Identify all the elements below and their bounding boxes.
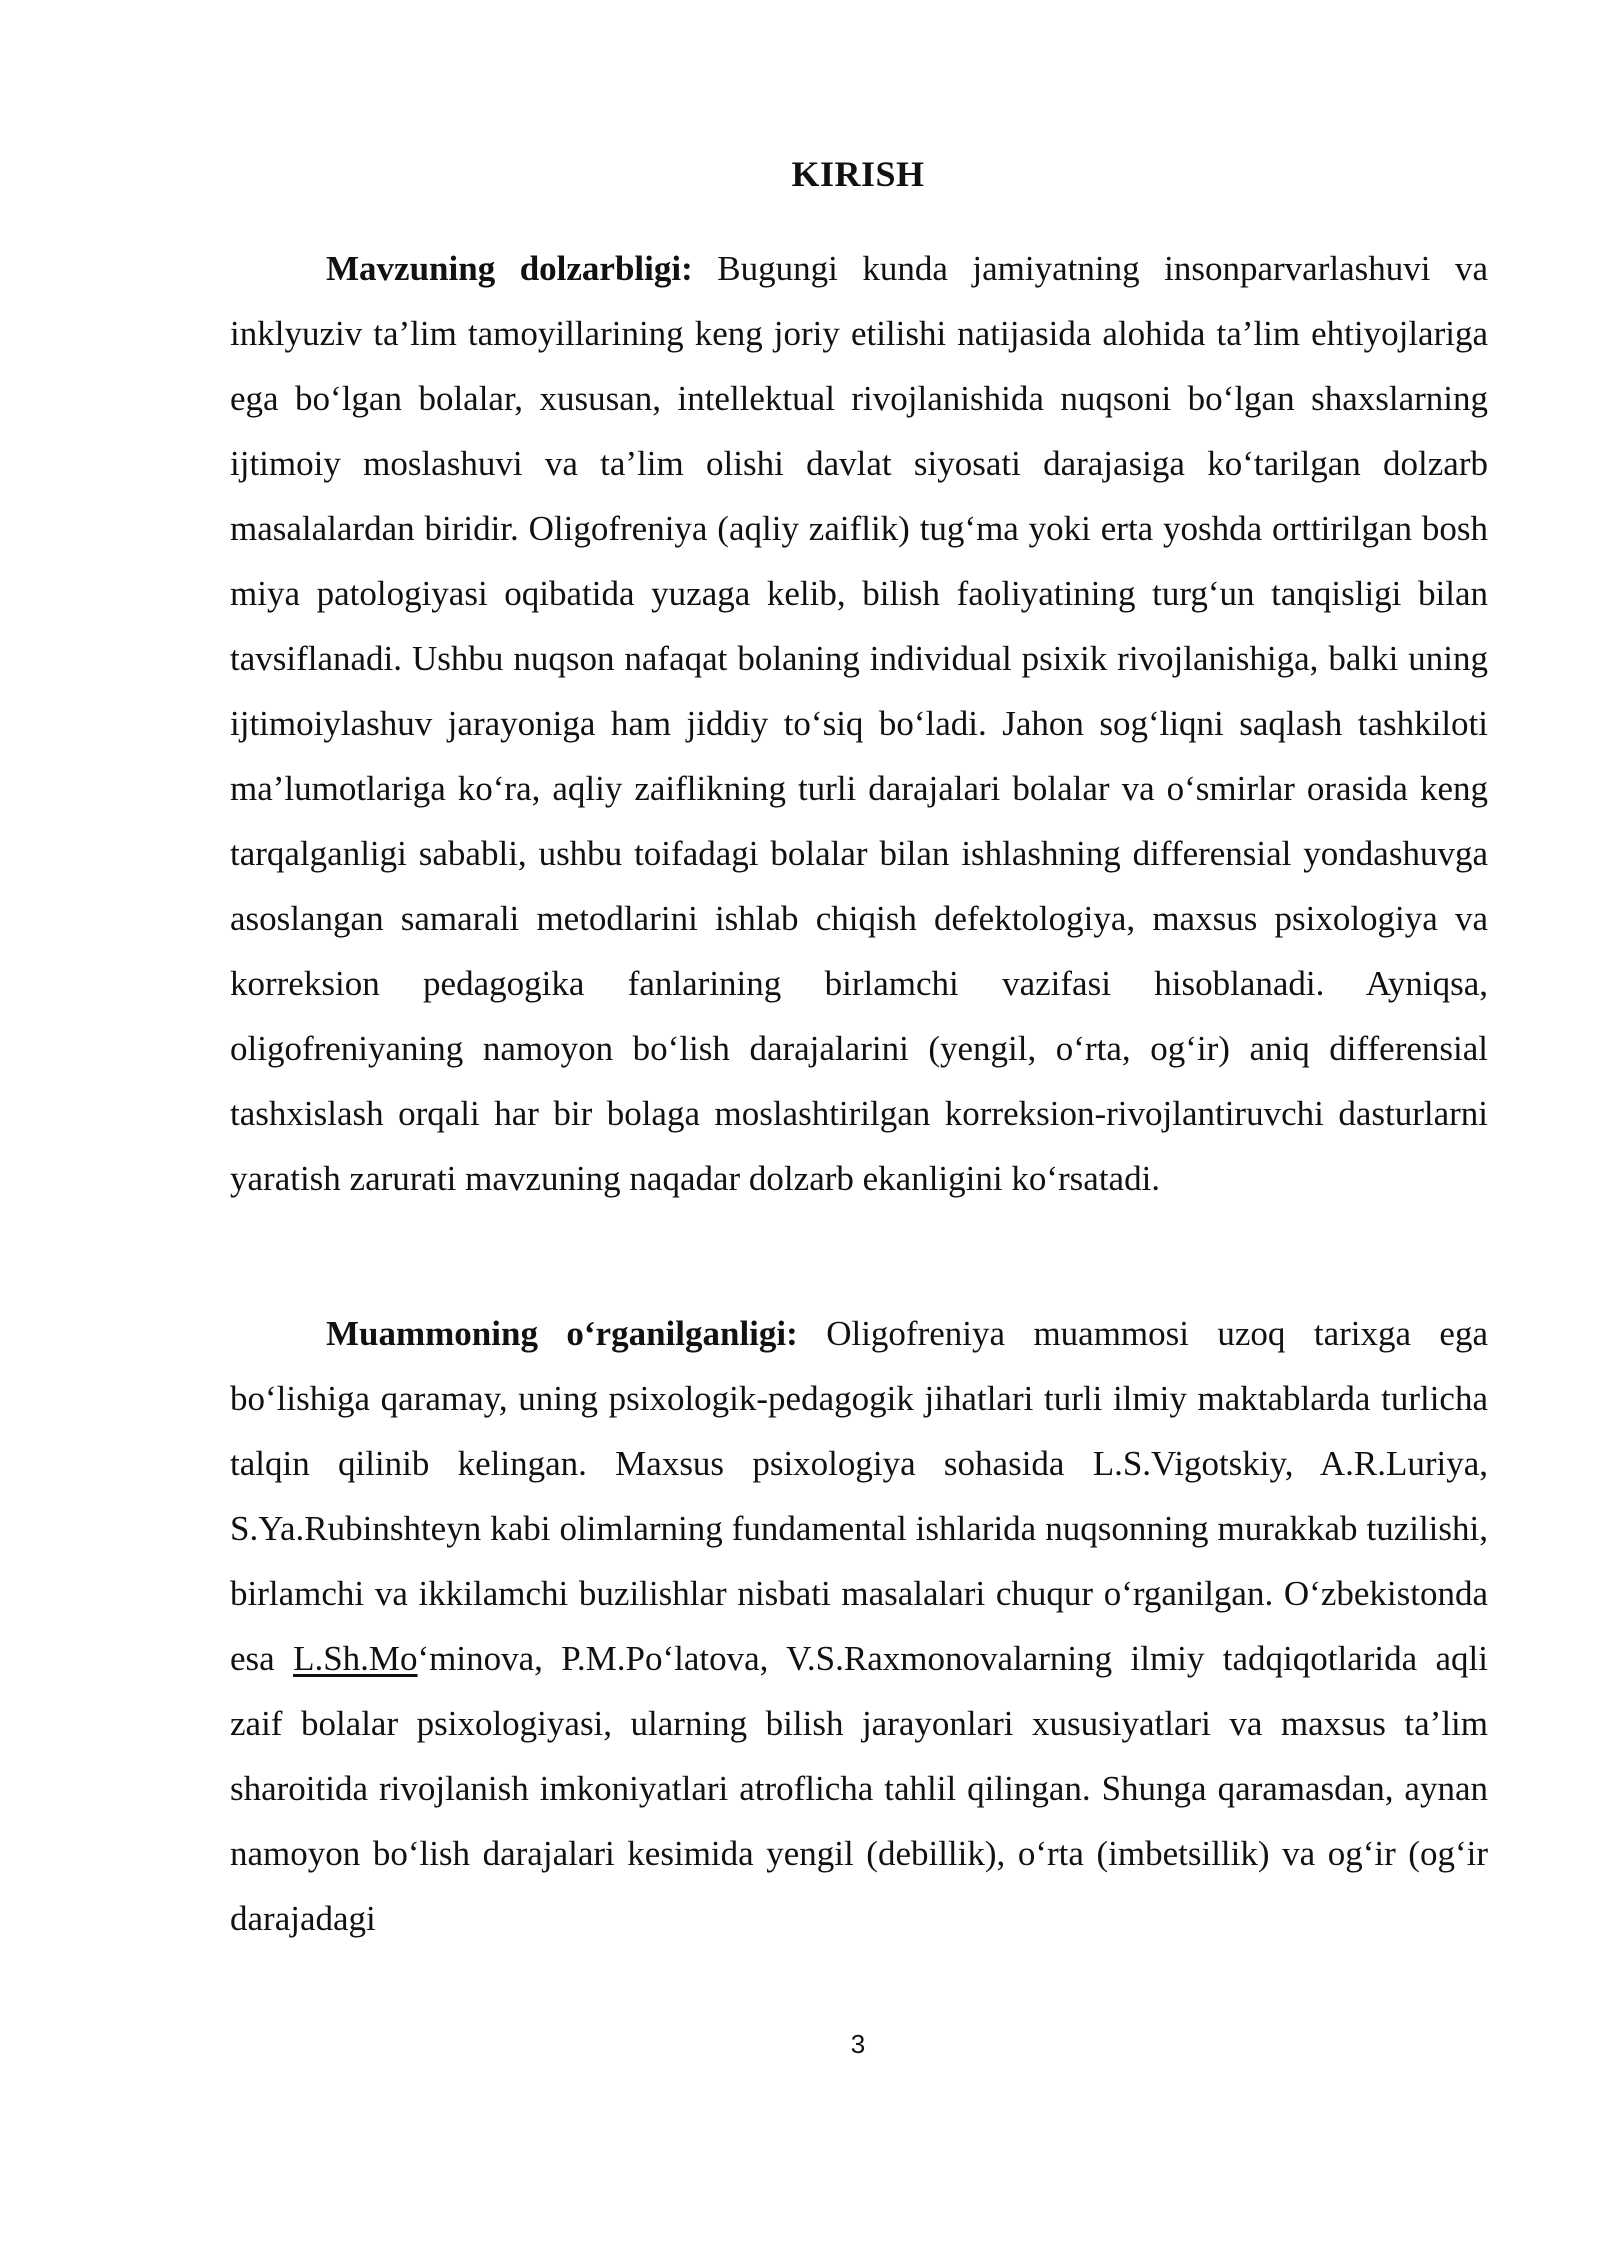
page-number: 3	[850, 2029, 866, 2059]
study-degree-text-end: ‘minova, P.M.Po‘latova, V.S.Raxmonovalarning ilmiy tadqiqotlarida aqli zaif bolalar psixologiyasi, ularning bilish jarayonlari xususiyatlari va maxsus ta’lim sharoitida rivojlanish imkoniyatlari atroflicha tahlil qilingan. Shunga qaramasdan, aynan namoyon bo‘lish darajalari kesimida yengil (debillik), o‘rta (imbetsillik) va og‘ir (og‘ir darajadagi	[230, 1639, 1488, 1938]
relevance-heading: Mavzuning dolzarbligi:	[326, 249, 693, 288]
study-degree-heading: Muammoning o‘rganilganligi:	[326, 1314, 798, 1353]
author-link[interactable]: L.Sh.Mo	[293, 1639, 418, 1678]
paragraph-study-degree	[230, 1301, 1488, 1951]
relevance-text: Bugungi kunda jamiyatning insonparvarlashuvi va inklyuziv ta’lim tamoyillarining keng joriy etilishi natijasida alohida ta’lim ehtiyojlariga ega bo‘lgan bolalar, xususan, intellektual rivojlanishida nuqsoni bo‘lgan shaxslarning ijtimoiy moslashuvi va ta’lim olishi davlat siyosati darajasiga ko‘tarilgan dolzarb masalalardan biridir. Oligofreniya (aqliy zaiflik) tug‘ma yoki erta yoshda orttirilgan bosh miya patologiyasi oqibatida yuzaga kelib, bilish faoliyatining turg‘un tanqisligi bilan tavsiflanadi. Ushbu nuqson nafaqat bolaning individual psixik rivojlanishiga, balki uning ijtimoiylashuv jarayoniga ham jiddiy to‘siq bo‘ladi. Jahon sog‘liqni saqlash tashkiloti ma’lumotlariga ko‘ra, aqliy zaiflikning turli darajalari bolalar va o‘smirlar orasida keng tarqalganligi sababli, ushbu toifadagi bolalar bilan ishlashning differensial yondashuvga asoslangan samarali metodlarini ishlab chiqish defektologiya, maxsus psixologiya va korreksion pedagogika fanlarining birlamchi vazifasi hisoblanadi. Ayniqsa, oligofreniyaning namoyon bo‘lish darajalarini (yengil, o‘rta, og‘ir) aniq differensial tashxislash orqali har bir bolaga moslashtirilgan korreksion-rivojlantiruvchi dasturlarni yaratish zarurati mavzuning naqadar dolzarb ekanligini ko‘rsatadi.	[230, 249, 1488, 1198]
study-degree-text-start: Oligofreniya muammosi uzoq tarixga ega bo‘lishiga qaramay, uning psixologik-pedagogik jihatlari turli ilmiy maktablarda turlicha talqin qilinib kelingan. Maxsus psixologiya sohasida L.S.Vigotskiy, A.R.Luriya, S.Ya.Rubinshteyn kabi olimlarning fundamental ishlarida nuqsonning murakkab tuzilishi, birlamchi va ikkilamchi buzilishlar nisbati masalalari chuqur o‘rganilgan. O‘zbekistonda esa	[230, 1314, 1488, 1678]
paragraph-relevance	[230, 236, 1488, 1211]
page-title: KIRISH	[791, 154, 925, 194]
